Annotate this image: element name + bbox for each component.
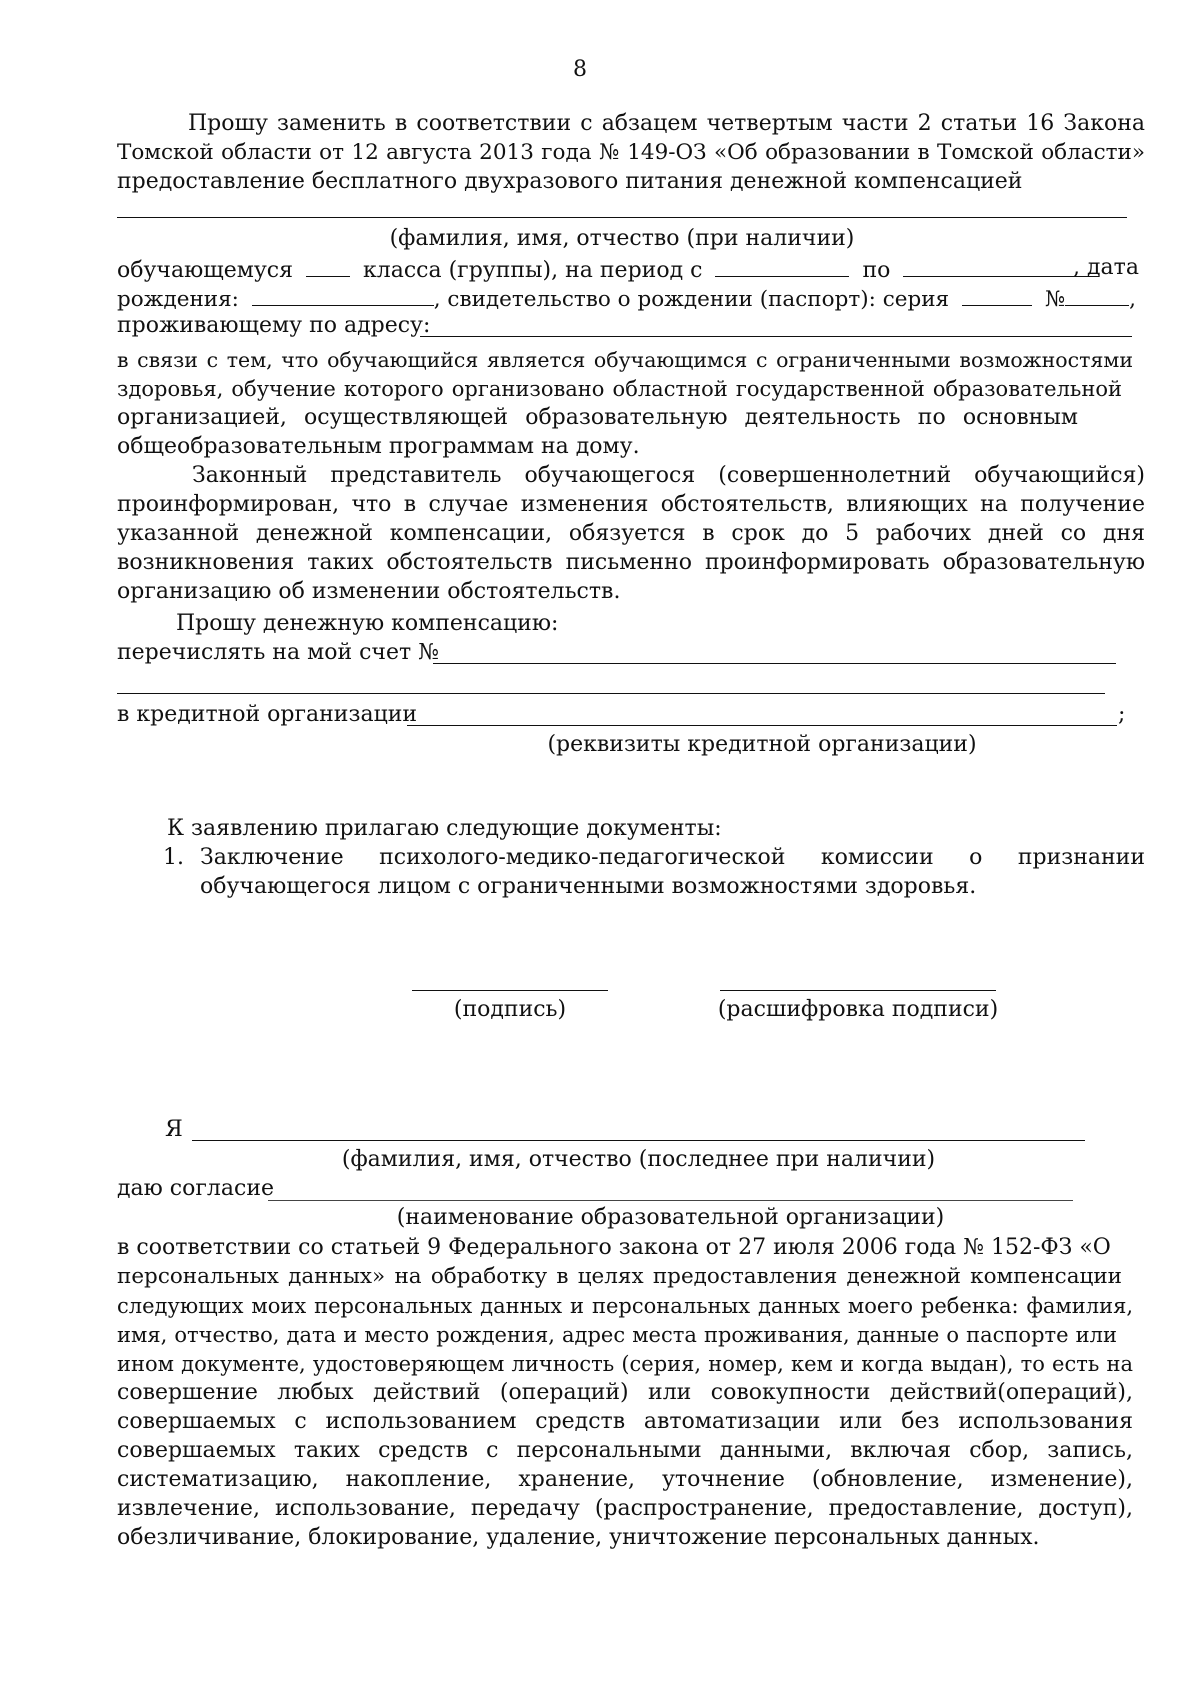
consent-fio-field-line[interactable] [192,1140,1085,1141]
address-label: проживающему по адресу: [117,313,431,338]
period-to-label: по [862,258,891,283]
consent-line-4: имя, отчество, дата и место рождения, адрес места проживания, данные о паспорте или [117,1323,1117,1347]
signature-decode-caption: (расшифровка подписи) [717,997,999,1022]
attachment-1-line-1: Заключение психолого-медико-педагогической комиссии о признании [200,845,1145,870]
birth-row-comma: , [1129,287,1137,312]
consent-line-6: совершение любых действий (операций) или совокупности действий(операций), [117,1380,1133,1405]
fio-field-line[interactable] [117,217,1127,218]
consent-line-3: следующих моих персональных данных и персональных данных моего ребенка: фамилия, [117,1294,1133,1318]
class-label: класса (группы), на период с [362,258,703,283]
attachment-1-line-2: обучающегося лицом с ограниченными возможностями здоровья. [200,874,977,899]
consent-label: даю согласие [117,1176,274,1201]
attachments-intro: К заявлению прилагаю следующие документы: [167,816,722,841]
consent-line-10: извлечение, использование, передачу (распространение, предоставление, доступ), [117,1496,1133,1521]
account-field-line-2[interactable] [117,693,1105,694]
representative-line-3: указанной денежной компенсации, обязуется в срок до 5 рабочих дней со дня [117,521,1145,546]
representative-line-2: проинформирован, что в случае изменения обстоятельств, влияющих на получение [117,492,1145,517]
consent-line-2: персональных данных» на обработку в целях предоставления денежной компенсации [117,1264,1122,1289]
attachment-1-number: 1. [163,845,184,870]
bank-field-line[interactable] [407,725,1117,726]
document-number-field[interactable] [1065,283,1129,306]
signature-caption: (подпись) [453,997,567,1022]
consent-fio-caption: (фамилия, имя, отчество (последнее при наличии) [341,1147,936,1172]
account-label: перечислять на мой счет № [117,640,439,665]
consent-line-5: ином документе, удостоверяющем личность (серия, номер, кем и когда выдан), то есть на [117,1352,1133,1376]
birth-label: рождения: [117,287,239,312]
series-field[interactable] [962,283,1032,306]
consent-org-caption: (наименование образовательной организации) [396,1205,945,1230]
consent-line-9: систематизацию, накопление, хранение, уточнение (обновление, изменение), [117,1467,1133,1492]
address-field-line[interactable] [420,336,1132,337]
reason-line-1: в связи с тем, что обучающийся является обучающимся с ограниченными возможностями [117,348,1133,372]
representative-line-1: Законный представитель обучающегося (совершеннолетний обучающийся) [192,463,1145,488]
bank-semicolon: ; [1118,702,1126,727]
class-field[interactable] [306,254,350,277]
page-number: 8 [573,57,587,82]
bank-caption: (реквизиты кредитной организации) [547,732,977,757]
representative-line-5: организацию об изменении обстоятельств. [117,579,621,604]
period-end-field[interactable] [903,254,1099,277]
consent-line-8: совершаемых таких средств с персональными данными, включая сбор, запись, [117,1438,1133,1463]
request-line-3: предоставление бесплатного двухразового питания денежной компенсацией [117,169,1023,194]
certificate-label: , свидетельство о рождении (паспорт): серия [433,287,950,312]
consent-org-field-line[interactable] [268,1200,1073,1201]
signature-decode-field-line[interactable] [720,990,996,991]
student-class-row [117,254,1099,285]
consent-i-label: Я [165,1117,183,1142]
date-label: , дата [1073,255,1139,280]
consent-line-11: обезличивание, блокирование, удаление, уничтожение персональных данных. [117,1525,1040,1550]
bank-label: в кредитной организации [117,702,418,727]
consent-line-1: в соответствии со статьей 9 Федерального закона от 27 июля 2006 года № 152-ФЗ «О [117,1235,1111,1260]
request-line-1: Прошу заменить в соответствии с абзацем четвертым части 2 статьи 16 Закона [188,111,1145,136]
reason-line-3: организацией, осуществляющей образовательную деятельность по основным [117,405,1078,430]
signature-field-line[interactable] [412,990,608,991]
student-label: обучающемуся [117,258,293,283]
birth-date-field[interactable] [252,283,434,306]
period-start-field[interactable] [715,254,849,277]
reason-line-2: здоровья, обучение которого организовано областной государственной образовательной [117,377,1122,401]
number-label: № [1044,287,1066,312]
fio-caption: (фамилия, имя, отчество (при наличии) [389,226,855,251]
account-field-line[interactable] [433,663,1116,664]
request-line-2: Томской области от 12 августа 2013 года № 149-ОЗ «Об образовании в Томской области» [117,140,1145,165]
payment-intro: Прошу денежную компенсацию: [176,611,559,636]
representative-line-4: возникновения таких обстоятельств письменно проинформировать образовательную [117,550,1145,575]
birth-row [117,283,1136,314]
reason-line-4: общеобразовательным программам на дому. [117,434,640,459]
consent-line-7: совершаемых с использованием средств автоматизации или без использования [117,1409,1133,1434]
